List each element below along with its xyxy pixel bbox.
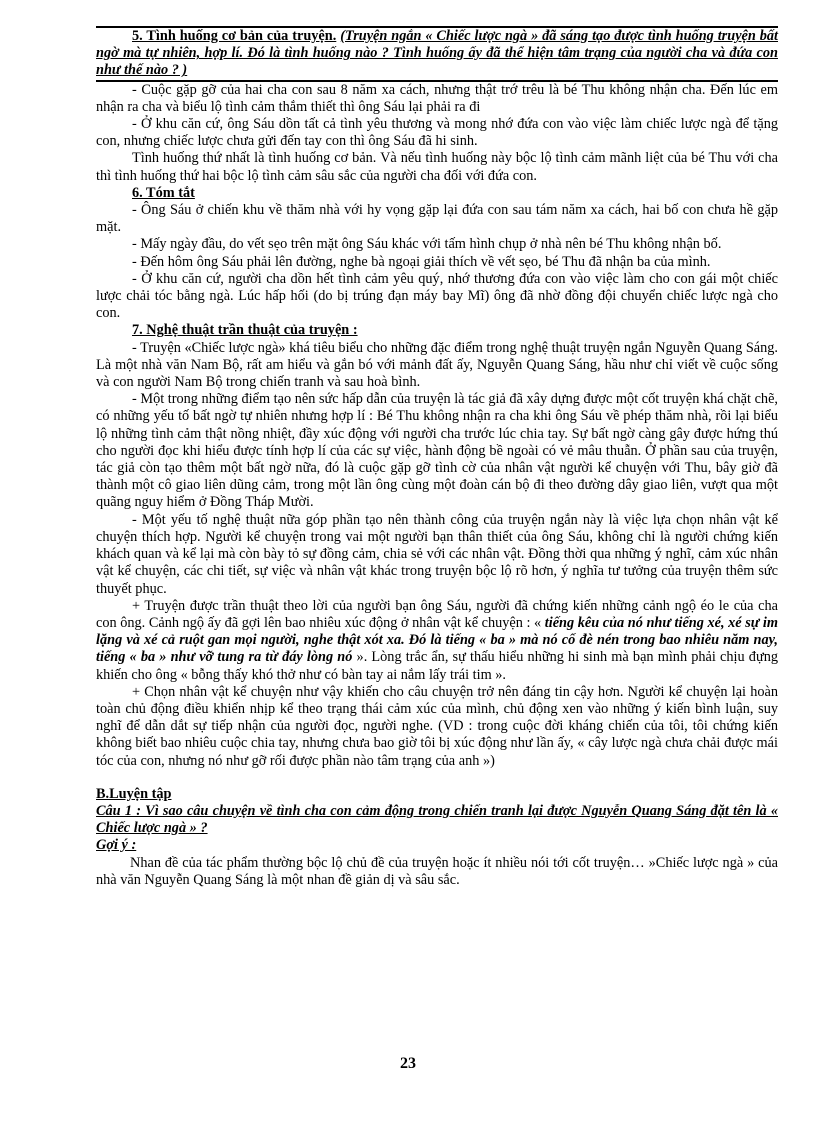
section-5-paragraph: - Cuộc gặp gỡ của hai cha con sau 8 năm xa cách, nhưng thật trớ trêu là bé Thu không nhận cha. Đến lúc em nhận ra cha và biểu lộ tình cảm thắm thiết thì ông Sáu lại phải ra đi [96, 81, 778, 115]
section-5-title: 5. Tình huống cơ bản của truyện. [132, 28, 337, 44]
section-5-heading-text [96, 28, 778, 80]
section-6-title: 6. Tóm tắt [132, 184, 195, 201]
section-6-paragraph: - Đến hôm ông Sáu phải lên đường, nghe bà ngoại giải thích về vết sẹo, bé Thu đã nhận ba của mình. [132, 253, 711, 270]
section-7-paragraph: - Một trong những điểm tạo nên sức hấp dẫn của truyện là tác giả đã xây dựng được một cốt truyện khá chặt chẽ, có những yếu tố bất ngờ tự nhiên nhưng hợp lí : Bé Thu không nhận ra cha khi ông Sáu về phép thăm nhà, rồi lại biểu lộ những tình cảm thật nồng nhiệt, đầy xúc động với người cha trước lúc chia tay. Sự bất ngờ càng gây được hứng thú cho người đọc khi hiểu được tính hợp lí của các sự việc, hành động bề ngoài có vẻ mâu thuẫn. Ở phần sau của truyện, tác giả còn tạo thêm một bất ngờ nữa, đó là cuộc gặp gỡ tình cờ của nhân vật người kể chuyện với Thu, bây giờ đã thành một cô giao liên dũng cảm, trong một lần ông cùng một đoàn cán bộ đi theo đường dây giao liên, vượt qua một quãng nguy hiểm ở Đồng Tháp Mười. [96, 391, 778, 511]
section-7-paragraph: - Truyện «Chiếc lược ngà» khá tiêu biểu cho những đặc điểm trong nghệ thuật truyện ngắn Nguyễn Quang Sáng. Là một nhà văn Nam Bộ, rất am hiểu và gắn bó với mảnh đất ấy, Nguyễn Quang Sáng, hầu như chỉ viết về cuộc sống và con người Nam Bộ trong chiến tranh và sau hoà bình. [96, 339, 778, 391]
section-7-paragraph: + Chọn nhân vật kể chuyện như vậy khiến cho câu chuyện trở nên đáng tin cậy hơn. Người kể chuyện lại hoàn toàn chủ động điều khiển nhịp kể theo trạng thái cảm xúc của mình, chủ động xen vào những ý kiến bình luận, suy nghĩ để dẫn dắt sự tiếp nhận của người đọc, người nghe. (VD : trong cuộc đời kháng chiến của tôi, tôi chứng kiến không biết bao nhiêu cuộc chia tay, nhưng chưa bao giờ tôi bị xúc động như lần ấy, « cây lược ngà chưa chải được mái tóc của con, nhưng nó như gỡ rối được phần nào tâm trạng của anh ») [96, 683, 778, 769]
section-6-paragraph: - Ở khu căn cứ, người cha dồn hết tình cảm yêu quý, nhớ thương đứa con vào việc làm cho con gái một chiếc lược chải tóc bằng ngà. Lúc hấp hối (do bị trúng đạn máy bay Mĩ) ông đã nhờ đồng đội chuyển chiếc lược ngà cho con. [96, 270, 778, 322]
hint-paragraph: Nhan đề của tác phẩm thường bộc lộ chủ đề của truyện hoặc ít nhiều nói tới cốt truyện… »Chiếc lược ngà » của nhà văn Nguyễn Quang Sáng là một nhan đề giản dị và sâu sắc. [96, 854, 778, 888]
practice-question-1: Câu 1 : Vì sao câu chuyện về tình cha con cảm động trong chiến tranh lại được Nguyễn Quang Sáng đặt tên là « Chiếc lược ngà » ? [96, 802, 778, 837]
section-7-title: 7. Nghệ thuật trần thuật của truyện : [132, 322, 358, 339]
section-5-paragraph: - Ở khu căn cứ, ông Sáu dồn tất cả tình yêu thương và mong nhớ đứa con vào việc làm chiếc lược ngà để tặng con, nhưng chiếc lược chưa gửi đến tay con thì ông Sáu đã hi sinh. [96, 116, 778, 150]
section-7-paragraph: + Truyện được trần thuật theo lời của người bạn ông Sáu, người đã chứng kiến những cảnh ngộ éo le của cha con ông. Cảnh ngộ ấy đã gợi lên bao nhiêu xúc động ở nhân vật kể chuyện : « tiếng kêu của nó như tiếng xé, xé sự im lặng và xé cả ruột gan mọi người, nghe thật xót xa. Đó là tiếng « ba » mà nó cố đè nén trong bao nhiêu năm nay, tiếng « ba » như vỡ tung ra từ đáy lòng nó ». Lòng trắc ẩn, sự thấu hiểu những hi sinh mà bạn mình phải chịu đựng khiến cho ông « bỗng thấy khó thở như có bàn tay ai nắm lấy trái tim ». [96, 597, 778, 683]
quoted-passage: tiếng kêu của nó như tiếng xé, xé sự im lặng và xé cả ruột gan mọi người, nghe thật xót xa. Đó là tiếng « ba » mà nó cố đè nén trong bao nhiêu năm nay, tiếng « ba » như vỡ tung ra từ đáy lòng nó [96, 614, 778, 666]
section-7-paragraph: - Một yếu tố nghệ thuật nữa góp phần tạo nên thành công của truyện ngắn này là việc lựa chọn nhân vật kể chuyện thích hợp. Người kể chuyện trong vai một người bạn thân thiết của ông Sáu, không chỉ là người chứng kiến khách quan và kể lại mà còn bày tỏ sự đồng cảm, chia sẻ với các nhân vật. Đồng thời qua những ý nghĩ, cảm xúc nhân vật kể chuyện, các chi tiết, sự việc và nhân vật khác trong truyện bộc lộ rõ hơn, ý nghĩa tư tưởng của truyện thêm sức thuyết phục. [96, 511, 778, 597]
section-5-paragraph: Tình huống thứ nhất là tình huống cơ bản. Và nếu tình huống này bộc lộ tình cảm mãnh liệt của bé Thu với cha thì tình huống thứ hai bộc lộ tình cảm sâu sắc của người cha đối với đứa con. [96, 150, 778, 184]
practice-title: B.Luyện tập [96, 785, 172, 802]
section-5-question: (Truyện ngắn « Chiếc lược ngà » đã sáng tạo được tình huống truyện bất ngờ mà tự nhiên, hợp lí. Đó là tình huống nào ? Tình huống ấy đã thể hiện tâm trạng của người cha và đứa con như thế nào ? ) [96, 28, 779, 79]
section-6-paragraph: - Mấy ngày đầu, do vết sẹo trên mặt ông Sáu khác với tấm hình chụp ở nhà nên bé Thu không nhận bố. [132, 236, 722, 253]
section-5-heading [96, 26, 778, 82]
page-number: 23 [400, 1055, 416, 1072]
section-6-paragraph: - Ông Sáu ở chiến khu về thăm nhà với hy vọng gặp lại đứa con sau tám năm xa cách, hai bố con chưa hề gặp mặt. [96, 202, 778, 236]
document-page [96, 26, 778, 889]
hint-label: Gợi ý : [96, 837, 137, 854]
